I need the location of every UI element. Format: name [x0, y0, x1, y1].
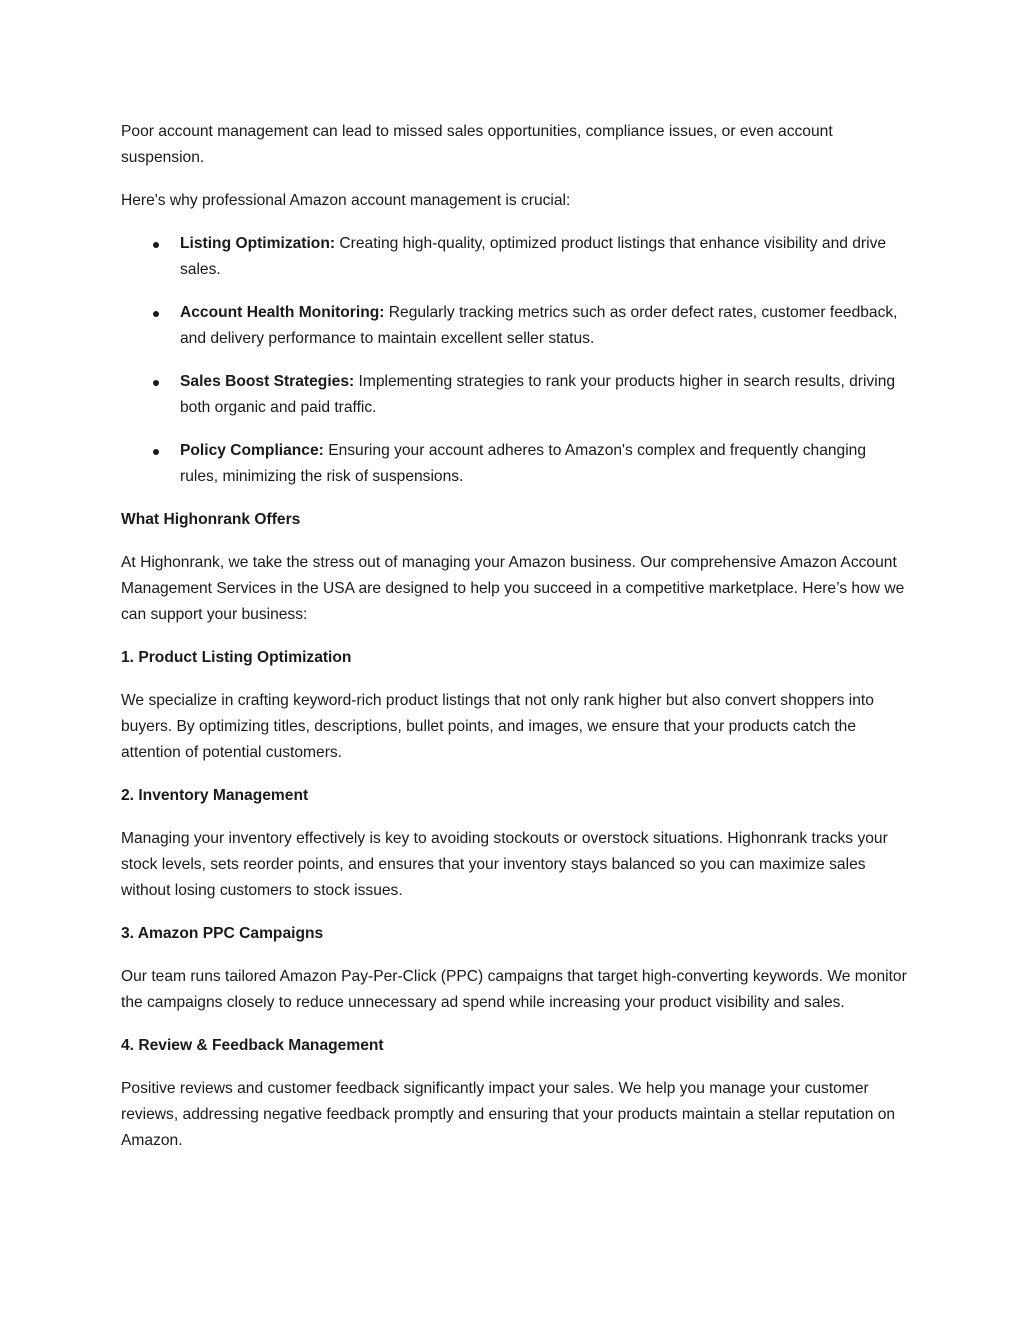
section-heading-ppc: 3. Amazon PPC Campaigns [121, 925, 324, 942]
offers-heading: What Highonrank Offers [121, 511, 301, 528]
list-item-term: Listing Optimization: [180, 235, 336, 252]
bullet-icon [153, 380, 159, 386]
offers-paragraph: At Highonrank, we take the stress out of managing your Amazon business. Our comprehensive Amazon Account Management Services in the USA are designed to help you succeed in a competitive marketplace. Here’s how we can support your business: [121, 554, 905, 623]
bullet-icon [153, 449, 159, 455]
intro-paragraph: Poor account management can lead to missed sales opportunities, compliance issues, or even account suspension. [121, 123, 833, 166]
section-text-reviews: Positive reviews and customer feedback significantly impact your sales. We help you manage your customer reviews, addressing negative feedback promptly and ensuring that your products maintain a stellar reputation on Amazon. [121, 1080, 896, 1149]
section-heading-inventory: 2. Inventory Management [121, 787, 309, 804]
list-item-term: Policy Compliance: [180, 442, 324, 459]
list-item-text: Creating high-quality, optimized product listings that enhance visibility and drive sales. [180, 235, 887, 278]
list-item [121, 231, 908, 283]
list-item-text: Regularly tracking metrics such as order defect rates, customer feedback, and delivery performance to maintain excellent seller status. [180, 304, 898, 347]
section-heading-reviews: 4. Review & Feedback Management [121, 1037, 384, 1054]
list-item-term: Sales Boost Strategies: [180, 373, 355, 390]
section-heading-product-listing: 1. Product Listing Optimization [121, 649, 352, 666]
list-item [121, 438, 908, 490]
list-item [121, 300, 908, 352]
benefits-list [121, 231, 908, 490]
list-item-text: Ensuring your account adheres to Amazon's complex and frequently changing rules, minimizing the risk of suspensions. [180, 442, 867, 485]
list-item-term: Account Health Monitoring: [180, 304, 385, 321]
bullet-icon [153, 311, 159, 317]
list-item [121, 369, 908, 421]
section-text-product-listing: We specialize in crafting keyword-rich product listings that not only rank higher but also convert shoppers into buyers. By optimizing titles, descriptions, bullet points, and images, we ensure that your products catch the attention of potential customers. [121, 692, 874, 761]
section-text-inventory: Managing your inventory effectively is key to avoiding stockouts or overstock situations. Highonrank tracks your stock levels, sets reorder points, and ensures that your inventory stays balanced so you can maximize sales without losing customers to stock issues. [121, 830, 888, 899]
section-text-ppc: Our team runs tailored Amazon Pay-Per-Click (PPC) campaigns that target high-converting keywords. We monitor the campaigns closely to reduce unnecessary ad spend while increasing your product visibility and sales. [121, 968, 907, 1011]
bullet-icon [153, 242, 159, 248]
list-item-text: Implementing strategies to rank your products higher in search results, driving both organic and paid traffic. [180, 373, 896, 416]
bullets-lead-paragraph: Here's why professional Amazon account management is crucial: [121, 192, 571, 209]
